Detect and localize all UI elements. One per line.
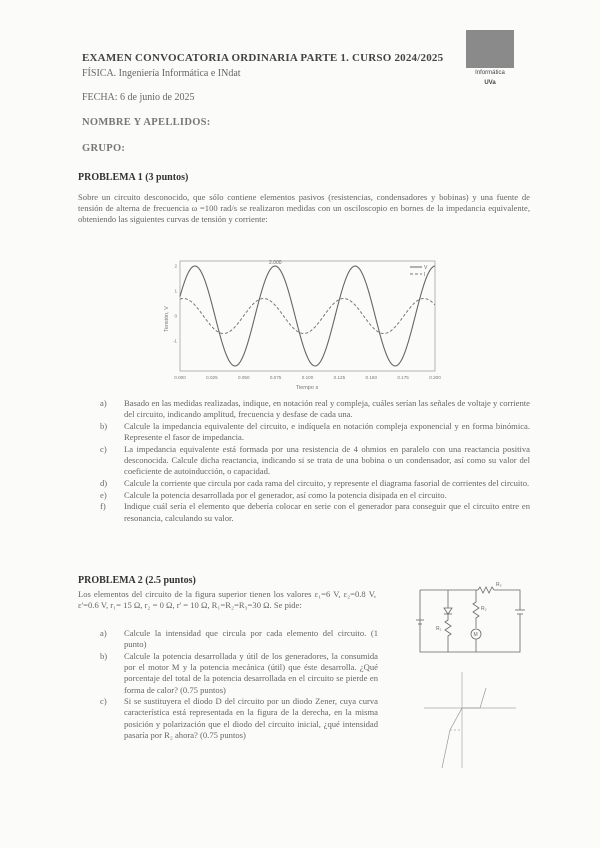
problem2-item-text: Calcule la intensidad que circula por cada elemento del circuito. (1 punto) [124, 628, 378, 650]
y-tick-label: 1 [174, 288, 177, 294]
x-tick-label: 0.200 [429, 375, 441, 380]
y-tick-label: -1 [172, 338, 177, 344]
resistor-r2-icon [473, 590, 479, 628]
exam-title: EXAMEN CONVOCATORIA ORDINARIA PARTE 1. CURSO 2024/2025 [82, 52, 444, 64]
problem1-item-text: Calcule la potencia desarrollada por el generador, así como la potencia disipada en el circuito. [124, 489, 447, 500]
x-tick-label: 0.025 [206, 375, 218, 380]
problem2-item [100, 651, 378, 696]
y-tick-label: 2 [174, 263, 177, 269]
logo-sub: UVa [484, 80, 496, 86]
r2-label: R₂ [481, 606, 487, 612]
problem1-item-letter: c) [100, 443, 107, 454]
problem2-item-text: Calcule la potencia desarrollada y útil de los generadores, la consumida por el motor M y la potencia mecánica (útil) que éste desarrolla. ¿Qué porcentaje del total de la potencia desarrollada en el circuito se pierde en forma de calor? (0.75 puntos) [124, 650, 378, 695]
x-tick-label: 0.100 [301, 375, 314, 380]
problem2-item [100, 628, 378, 650]
zener-curve-figure [420, 668, 520, 774]
problem2-item-letter: b) [100, 650, 108, 661]
legend-item-v: V [424, 265, 428, 271]
problem1-item [100, 444, 530, 478]
resistor-r3-icon [478, 587, 494, 593]
problem2-item-letter: c) [100, 696, 107, 707]
circuit-diagram [408, 580, 528, 662]
zener-curve-line [442, 688, 486, 768]
problem1-item [100, 398, 530, 420]
logo-block-icon [466, 30, 514, 68]
x-tick-label: 0.150 [365, 375, 378, 380]
x-tick-label: 0.175 [397, 375, 409, 380]
y-tick-label: 0 [174, 313, 177, 319]
university-logo [462, 30, 518, 86]
problem2-item-text: Si se sustituyera el diodo D del circuito por un diodo Zener, cuya curva característica está representada en la figura de la derecha, en la misma posición y polarización que el diodo del circuito inicial, ¿qué intensidad pasaría por R₂ ahora? (0.75 puntos) [124, 696, 378, 740]
problem1-item [100, 478, 530, 489]
peak-label: 2.000 [269, 260, 282, 266]
problem1-item-letter: e) [100, 489, 107, 500]
problem1-item [100, 501, 530, 523]
resistor-r1-icon [445, 614, 451, 652]
right-wire [494, 590, 520, 610]
r3-label: R₃ [496, 582, 502, 588]
problem1-item-text: Indique cuál sería el elemento que debería colocar en serie con el generador para conseguir que el circuito entre en resonancia, calculando su valor. [124, 501, 530, 523]
diode-icon [444, 608, 452, 614]
subject-line: FÍSICA. Ingeniería Informática e INdat [82, 68, 241, 79]
problem2-items [100, 628, 378, 742]
problem1-item-text: La impedancia equivalente está formada por una resistencia de 4 ohmios en paralelo con una reactancia positiva desconocida. Calcule dicha reactancia, indicando si se trata de una bobina o un condensador, así como su valor del coeficiente de autoinducción, o capacidad. [124, 443, 530, 477]
y-axis-label: Tensión, V [164, 306, 170, 332]
group-field-label: GRUPO: [82, 143, 126, 154]
oscilloscope-chart [150, 253, 450, 391]
voltage-series-line [180, 266, 435, 366]
x-axis-label: Tiempo s [295, 385, 319, 391]
r1-label: R₁ [436, 626, 442, 632]
motor-label: M [473, 632, 478, 638]
problem1-item [100, 490, 530, 501]
x-tick-label: 0.075 [269, 375, 282, 380]
problem1-intro: Sobre un circuito desconocido, que sólo contiene elementos pasivos (resistencias, condensadores y bobinas) y una fuente de tensión de alterna de frecuencia ω =100 rad/s se realizaron medidas con un osciloscopio en bornes de la impedancia equivalente, obteniendo las siguientes curvas de tensión y corriente: [78, 192, 530, 225]
loop-wire [420, 590, 520, 652]
x-tick-label: 0.125 [333, 375, 346, 380]
problem1-item-letter: d) [100, 477, 108, 488]
logo-caption: Informática [475, 70, 505, 76]
legend-item-i: I [424, 272, 426, 278]
plot-frame [180, 261, 435, 371]
x-axis-ticks [174, 375, 441, 380]
problem1-item-letter: a) [100, 398, 107, 408]
problem1-items [100, 398, 530, 524]
x-tick-label: 0.000 [174, 375, 186, 380]
problem1-title: PROBLEMA 1 (3 puntos) [78, 172, 189, 183]
problem2-item [100, 696, 378, 741]
name-field-label: NOMBRE Y APELLIDOS: [82, 117, 211, 128]
problem2-intro: Los elementos del circuito de la figura superior tienen los valores ε₁=6 V, ε₂=0.8 V, ε'=0.6 V, r₁= 15 Ω, r₂ = 0 Ω, r' = 10 Ω, R₁=R₂=R₃=30 Ω. Se pide: [78, 589, 376, 611]
problem1-item-text: Basado en las medidas realizadas, indique, en notación real y compleja, cuáles serían las señales de voltaje y corriente del circuito, indicando amplitud, frecuencia y desfase de cada una. [124, 398, 530, 420]
problem1-item-letter: b) [100, 420, 108, 431]
problem2-title: PROBLEMA 2 (2.5 puntos) [78, 575, 196, 586]
problem2-item-letter: a) [100, 628, 107, 638]
y-axis-ticks [173, 264, 178, 344]
problem1-item [100, 421, 530, 443]
exam-date: FECHA: 6 de junio de 2025 [82, 92, 195, 103]
problem1-item-text: Calcule la corriente que circula por cada rama del circuito, y represente el diagrama fasorial de corrientes del circuito. [124, 477, 530, 488]
problem1-item-letter: f) [100, 501, 106, 512]
x-tick-label: 0.050 [238, 375, 250, 380]
problem1-item-text: Calcule la impedancia equivalente del circuito, e indíquela en notación compleja exponencial y en forma binómica. Represente el fasor de impedancia. [124, 420, 530, 443]
